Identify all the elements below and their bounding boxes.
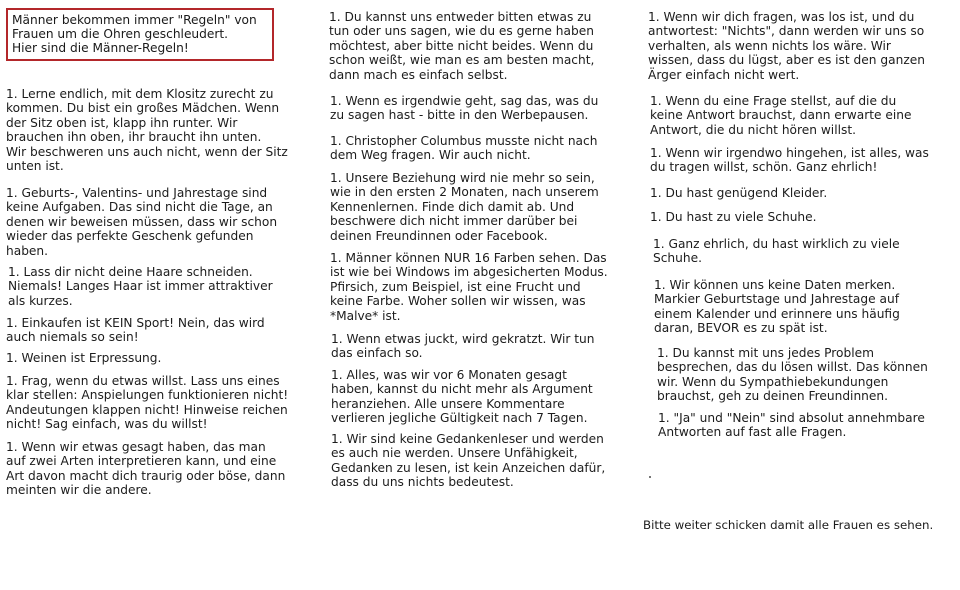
rule-paragraph — [648, 10, 925, 82]
rule-paragraph — [6, 87, 288, 173]
rule-line: klar stellen: Anspielungen funktionieren nicht! — [6, 388, 289, 403]
rule-line: Wir beschweren uns auch nicht, wenn der Sitz — [6, 144, 288, 159]
rule-line: daran, BEVOR es zu spät ist. — [654, 321, 828, 336]
rule-paragraph — [658, 411, 925, 440]
rule-line: denen wir beweisen müssen, dass wir schon — [6, 214, 278, 229]
rule-paragraph — [331, 432, 605, 490]
rule-paragraph — [650, 186, 827, 200]
rule-line: 1. Unsere Beziehung wird nie mehr so sein, — [330, 171, 595, 185]
rule-line: du tragen willst, schön. Ganz ehrlich! — [650, 160, 878, 175]
rule-line: möchtest, aber bitte nicht beides. Wenn du — [329, 38, 594, 53]
stray-dot — [649, 476, 651, 478]
rule-line: keine Farbe. Woher sollen wir wissen, was — [330, 294, 586, 309]
rule-line: als kurzes. — [8, 293, 73, 308]
rule-paragraph — [330, 251, 608, 323]
rule-line: schon weißt, wie man es am besten macht, — [329, 53, 595, 68]
rule-line: wir. Wenn du Sympathiebekundungen — [657, 374, 889, 389]
rule-paragraph — [654, 278, 900, 336]
rule-paragraph — [650, 94, 912, 137]
rule-line: es auch nie werden. Unsere Unfähigkeit, — [331, 446, 578, 461]
rule-line: besprechen, das du lösen willst. Das können — [657, 360, 928, 375]
rule-line: 1. Wenn wir irgendwo hingehen, ist alles, was — [650, 146, 929, 160]
rule-line: 1. Lass dir nicht deine Haare schneiden. — [8, 265, 253, 279]
rule-line: antwortest: "Nichts", dann werden wir uns so — [648, 24, 925, 39]
footer-text: Bitte weiter schicken damit alle Frauen es sehen. — [643, 518, 934, 532]
rule-line: 1. Alles, was wir vor 6 Monaten gesagt — [331, 368, 567, 382]
intro-line: Frauen um die Ohren geschleudert. — [12, 27, 229, 41]
rule-paragraph — [330, 94, 598, 123]
rule-line: 1. Lerne endlich, mit dem Klositz zurecht zu — [6, 87, 274, 101]
rule-line: Ärger einfach nicht wert. — [648, 67, 800, 82]
rule-line: 1. Wenn du eine Frage stellst, auf die du — [650, 94, 897, 108]
rule-line: 1. Geburts-, Valentins- und Jahrestage sind — [6, 186, 268, 200]
rule-line: 1. Du kannst mit uns jedes Problem — [657, 346, 874, 360]
rule-line: *Malve* ist. — [330, 308, 401, 323]
rule-paragraph — [331, 332, 595, 361]
rule-line: 1. Männer können NUR 16 Farben sehen. Das — [330, 251, 607, 265]
rule-line: meinten wir die andere. — [6, 483, 152, 498]
rule-line: dass du uns nichts bedeutest. — [331, 475, 514, 490]
rule-line: 1. Wir können uns keine Daten merken. — [654, 278, 896, 292]
rule-line: verhalten, als wenn nichts los wäre. Wir — [648, 38, 891, 53]
rule-paragraph — [330, 171, 599, 243]
rule-line: 1. Christopher Columbus musste nicht nach — [330, 134, 598, 148]
rule-line: wissen, dass du lügst, aber es ist den ganzen — [648, 53, 925, 68]
rule-line: tun oder uns sagen, wie du es gerne haben — [329, 24, 594, 39]
rule-paragraph — [653, 237, 900, 266]
rule-line: das einfach so. — [331, 346, 423, 361]
rule-line: haben. — [6, 243, 49, 258]
rule-line: 1. Wenn es irgendwie geht, sag das, was du — [330, 94, 599, 108]
rule-line: nicht! Sag einfach, was du willst! — [6, 417, 208, 432]
rule-line: 1. Wenn wir etwas gesagt haben, das man — [6, 440, 266, 454]
rule-line: Niemals! Langes Haar ist immer attraktiver — [8, 279, 273, 294]
rule-line: 1. Wir sind keine Gedankenleser und werden — [331, 432, 604, 446]
rule-line: 1. Wenn etwas juckt, wird gekratzt. Wir tun — [331, 332, 595, 346]
rule-paragraph — [657, 346, 928, 404]
rule-line: Pfirsich, zum Beispiel, ist eine Frucht und — [330, 279, 581, 294]
rule-line: 1. Ganz ehrlich, du hast wirklich zu viele — [653, 237, 900, 251]
rule-line: auf zwei Arten interpretieren kann, und eine — [6, 454, 277, 469]
rule-line: 1. Du hast zu viele Schuhe. — [650, 210, 817, 224]
rule-line: auch niemals so sein! — [6, 330, 139, 345]
rule-line: 1. Frag, wenn du etwas willst. Lass uns eines — [6, 374, 280, 388]
rule-paragraph — [8, 265, 273, 308]
rule-line: 1. Weinen ist Erpressung. — [6, 351, 162, 365]
rule-paragraph — [331, 368, 593, 426]
rule-paragraph — [6, 440, 285, 498]
rule-line: Antworten auf fast alle Fragen. — [658, 425, 847, 440]
rule-paragraph — [650, 210, 817, 224]
rule-paragraph — [6, 374, 288, 432]
rule-line: Markier Geburtstage und Jahrestage auf — [654, 292, 899, 307]
rule-line: heranziehen. Alle unsere Kommentare — [331, 396, 565, 411]
rule-line: keine Aufgaben. Das sind nicht die Tage, an — [6, 200, 273, 215]
rule-line: Gedanken zu lesen, ist kein Anzeichen dafür, — [331, 460, 606, 475]
intro-line: Männer bekommen immer "Regeln" von — [12, 13, 257, 27]
rule-line: haben, kannst du nicht mehr als Argument — [331, 382, 593, 397]
intro-box — [6, 8, 274, 61]
rule-line: unten ist. — [6, 159, 64, 174]
rule-line: Schuhe. — [653, 251, 702, 266]
rule-paragraph — [330, 134, 597, 163]
rule-line: 1. "Ja" und "Nein" sind absolut annehmbare — [658, 411, 925, 425]
intro-line: Hier sind die Männer-Regeln! — [12, 41, 189, 55]
rule-line: deinen Freundinnen oder Facebook. — [330, 228, 548, 243]
rule-line: brauchen ihn oben, ihr braucht ihn unten. — [6, 130, 262, 145]
rule-line: Kennenlernen. Finde dich damit ab. Und — [330, 199, 575, 214]
rule-paragraph — [6, 351, 161, 365]
rule-paragraph — [650, 146, 929, 175]
rule-line: 1. Wenn wir dich fragen, was los ist, und du — [648, 10, 915, 24]
rule-line: wie in den ersten 2 Monaten, nach unserem — [330, 185, 599, 200]
rule-line: ist wie bei Windows im abgesicherten Modus. — [330, 265, 608, 280]
rule-line: zu sagen hast - bitte in den Werbepausen. — [330, 108, 589, 123]
rule-paragraph — [6, 316, 265, 345]
rule-paragraph — [329, 10, 594, 82]
rule-line: einem Kalender und erinnere uns häufig — [654, 306, 900, 321]
rule-line: keine Antwort brauchst, dann erwarte eine — [650, 108, 912, 123]
rule-line: kommen. Du bist ein großes Mädchen. Wenn — [6, 101, 280, 116]
rule-line: Antwort, die du nicht hören willst. — [650, 122, 856, 137]
rule-line: dem Weg fragen. Wir auch nicht. — [330, 148, 531, 163]
rule-line: 1. Du hast genügend Kleider. — [650, 186, 828, 200]
rule-line: dann mach es einfach selbst. — [329, 67, 508, 82]
rule-line: 1. Einkaufen ist KEIN Sport! Nein, das wird — [6, 316, 265, 330]
rule-line: wieder das perfekte Geschenk gefunden — [6, 229, 254, 244]
rule-line: der Sitz oben ist, klapp ihn runter. Wir — [6, 115, 238, 130]
rule-paragraph — [6, 186, 277, 258]
rule-line: beschwere dich nicht immer darüber bei — [330, 214, 578, 229]
rule-line: 1. Du kannst uns entweder bitten etwas zu — [329, 10, 592, 24]
rule-line: brauchst, geh zu deinen Freundinnen. — [657, 389, 888, 404]
rule-line: Andeutungen klappen nicht! Hinweise reichen — [6, 402, 288, 417]
rule-line: Art davon macht dich traurig oder böse, dann — [6, 468, 286, 483]
rule-line: verlieren jegliche Gültigkeit nach 7 Tagen. — [331, 411, 588, 426]
